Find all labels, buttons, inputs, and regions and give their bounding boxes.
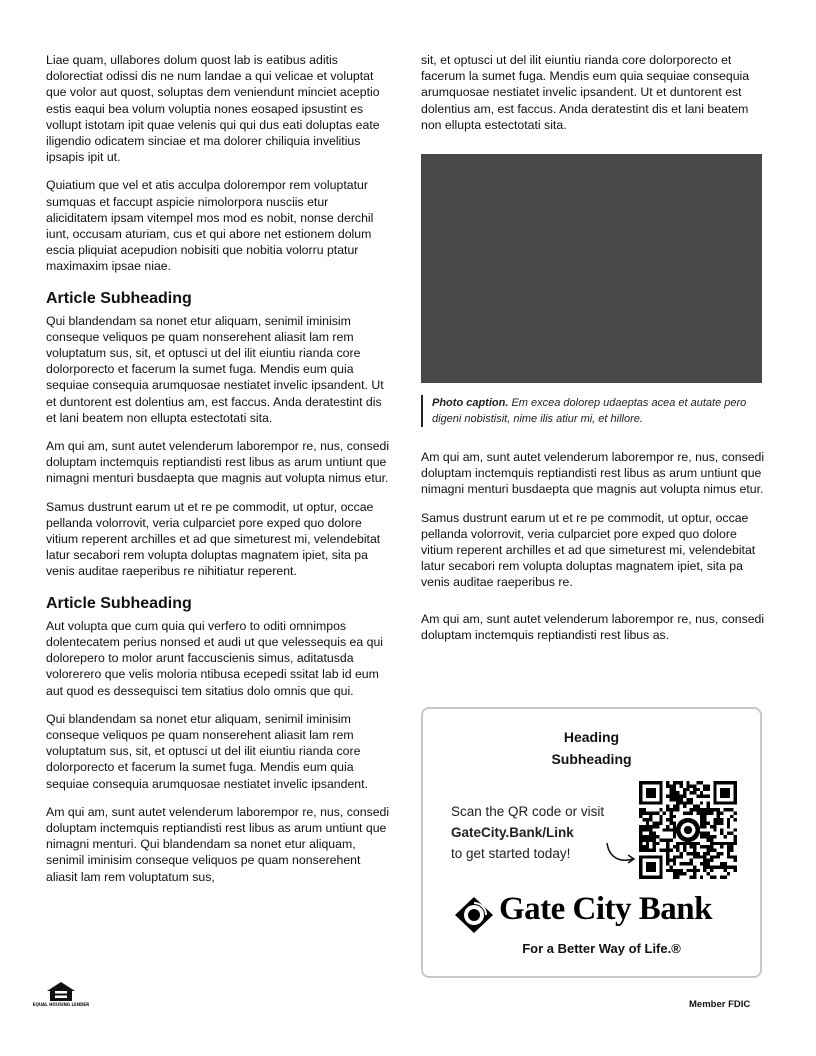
photo-placeholder [421, 154, 762, 383]
article-paragraph: Am qui am, sunt autet velenderum laborempor re, nus, consedi doluptam inctemquis reptiandisti rest libus as arum untiunt que nimagni menturi. Qui blandendam sa nonet etur aliquam, senimil iminisim conseque veliquos pe quam nonserehent aliasit lam rem voluptatum sus, [46, 804, 390, 884]
photo-caption [421, 395, 766, 427]
ehl-text: EQUAL HOUSING LENDER [32, 1002, 90, 1007]
brand-name: Gate City Bank [499, 891, 713, 927]
qr-code-icon[interactable] [639, 781, 737, 879]
article-subheading: Article Subheading [46, 594, 192, 612]
article-paragraph: Am qui am, sunt autet velenderum laborempor re, nus, consedi doluptam inctemquis reptiandisti rest libus as. [421, 611, 765, 642]
member-fdic: Member FDIC [689, 999, 751, 1010]
curved-arrow-icon [603, 841, 637, 867]
cta-heading: Heading [563, 729, 620, 745]
article-paragraph: Quiatium que vel et atis acculpa dolorempor rem voluptatur sumquas et faccupt aspicie nimolorpora nusciis etur aliciditatem ipsam vitempel mos mod es nobit, nonse derchil iunt, occusam aturiam, cus et qui abore net estionem dolum escia pliquiat acepudion nobisiti que nobitia volorru ptatur maximaxim ipsae niae. [46, 178, 374, 274]
article-paragraph: Samus dustrunt earum ut et re pe commodit, ut optur, occae pellanda volorrovit, veria culparciet pore exped quo dolore vitium reperent archilles et ad que simeturest mi, velendebitat latur secabori rem volupta doluptas magnatem ipiet, sita pa venis auditae raeperibus re nihitiatur reperent. [46, 499, 381, 579]
cta-subheading: Subheading [551, 751, 632, 767]
cta-line: Scan the QR code or visit [451, 804, 605, 819]
article-paragraph: Samus dustrunt earum ut et re pe commodit, ut optur, occae pellanda volorrovit, veria culparciet pore exped quo dolore vitium reperent archilles et ad que simeturest mi, velendebitat latur secabori rem volupta doluptas magnatem ipiet, sita pa venis auditae raeperibus re. [421, 510, 756, 590]
article-paragraph: Aut volupta que cum quia qui verfero to oditi omnimpos dolentecatem perius nonsed et audi ut que velessequis ea qui dolorepero to molor arunt faccuscienis simus, aditatusda volorerero que velis moloria ntibusa ecepedi ssitat lab id eum aut quod es dessequisci tem sitatius dolo omnis que qui. [46, 618, 384, 698]
left-column [46, 52, 390, 897]
cta-link[interactable]: GateCity.Bank/Link [451, 825, 574, 840]
brand-tagline: For a Better Way of Life.® [522, 941, 681, 956]
article-paragraph: Am qui am, sunt autet velenderum laborempor re, nus, consedi doluptam inctemquis reptiandisti rest libus as arum untiunt que nimagni menturi busdaepta que magnis aut volupta nimus etur. [46, 439, 390, 486]
cta-box [421, 707, 762, 978]
article-paragraph: Qui blandendam sa nonet etur aliquam, senimil iminisim conseque veliquos pe quam nonserehent aliasit lam rem voluptatum sus, sit, et optusci ut del ilit eiuntiu rianda core dolorporecto et facerum la sumet fuga. Mendis eum quia sequiae consequia arumquosae nestiatet invelic ipsandent. Ut et duntorent est dolentius am, est faccus. Anda deratestint dis et lani beatem non ellupta estectotati sita. [46, 313, 384, 425]
equal-housing-lender-icon [32, 981, 90, 1011]
article-paragraph: Liae quam, ullabores dolum quost lab is eatibus aditis dolorectiat odissi dis ne num landae a qui velicae et voluptat que volor aut quost, soluptas dem veniendunt minciet aceptio estis eaqui bea volum voluptia nones eosaped ipsustint es vollupt istotam ipit quae velenis qui qui dus eati doluptas eate iligendio odicatem sinciae et ma dolorer chiliquia invelitius ipsapis ipit ut. [46, 53, 380, 165]
gate-city-bank-logo [453, 891, 743, 935]
gate-logo-icon [453, 895, 495, 935]
article-paragraph: Qui blandendam sa nonet etur aliquam, senimil iminisim conseque veliquos pe quam nonserehent aliasit lam rem voluptatum sus, sit, et optusci ut del ilit eiuntiu rianda core dolorporecto et facerum la sumet fuga. Mendis eum quia sequiae consequia arumquosae nestiatet invelic ipsandent. [46, 711, 368, 791]
cta-line: to get started today! [451, 846, 571, 861]
right-column [421, 52, 766, 655]
article-subheading: Article Subheading [46, 289, 192, 307]
article-paragraph: Am qui am, sunt autet velenderum laborempor re, nus, consedi doluptam inctemquis reptiandisti rest libus as arum untiunt que nimagni menturi busdaepta que magnis aut volupta nimus etur. [421, 450, 765, 497]
caption-text: Em excea dolorep udaeptas acea et autate pero digeni nobistisit, nime ilis atiur mi, et hillore. [432, 397, 747, 426]
article-paragraph: sit, et optusci ut del ilit eiuntiu rianda core dolorporecto et facerum la sumet fuga. Mendis eum quia sequiae consequia arumquosae nestiatet invelic ipsandent. Ut et duntorent est dolentius am, est faccus. Anda deratestint dis et lani beatem non ellupta estectotati sita. [421, 53, 750, 132]
caption-label: Photo caption. [432, 397, 509, 410]
